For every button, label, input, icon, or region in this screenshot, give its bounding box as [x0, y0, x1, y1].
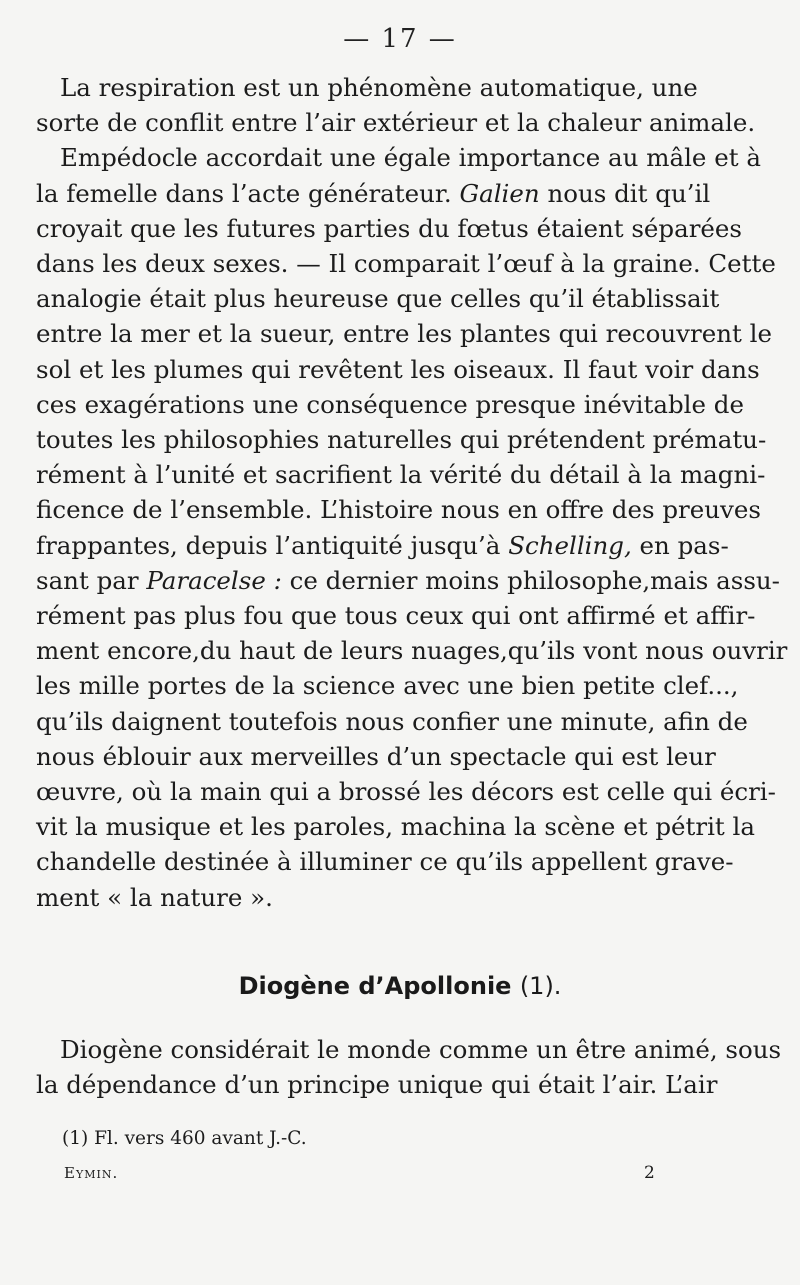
- body-text: [36, 70, 788, 915]
- text-segment: frappantes, depuis l’antiquité jusqu’à: [36, 530, 501, 560]
- text-line: rément pas plus fou que tous ceux qui ont affirmé et affir-: [36, 601, 756, 631]
- text-line: [36, 176, 711, 211]
- text-line: Diogène considérait le monde comme un être animé, sous: [60, 1035, 782, 1064]
- text-line: les mille portes de la science avec une bien petite clef...,: [36, 671, 739, 701]
- text-line: [36, 563, 780, 598]
- text-line: sol et les plumes qui revêtent les oiseaux. Il faut voir dans: [36, 354, 760, 384]
- text-line: la dépendance d’un principe unique qui était l’air. L’air: [36, 1070, 718, 1100]
- text-line: ficence de l’ensemble. L’histoire nous en offre des preuves: [36, 495, 761, 525]
- text-line: entre la mer et la sueur, entre les plantes qui recouvrent le: [36, 319, 772, 349]
- text-line: œuvre, où la main qui a brossé les décors est celle qui écri-: [36, 777, 776, 807]
- text-line: toutes les philosophies naturelles qui prétendent prématu-: [36, 425, 767, 455]
- body-text-continued: [36, 1032, 782, 1102]
- cited-name: Paracelse :: [146, 565, 282, 595]
- text-line: [36, 528, 729, 563]
- sheet-number: 2: [644, 1163, 655, 1183]
- section-heading: [0, 972, 800, 1000]
- section-title: Diogène d’Apollonie: [238, 972, 512, 1000]
- page-number: — 17 —: [343, 24, 457, 54]
- text-line: rément à l’unité et sacrifient la vérité du détail à la magni-: [36, 460, 766, 490]
- text-line: vit la musique et les paroles, machina la scène et pétrit la: [36, 812, 755, 842]
- footnote-reference: (1).: [519, 972, 562, 1000]
- text-line: analogie était plus heureuse que celles qu’il établissait: [36, 284, 720, 314]
- text-line: ment encore,du haut de leurs nuages,qu’ils vont nous ouvrir: [36, 636, 788, 666]
- text-line: croyait que les futures parties du fœtus étaient séparées: [36, 213, 743, 243]
- footnote: (1) Fl. vers 460 avant J.-C.: [62, 1128, 307, 1149]
- text-line: Empédocle accordait une égale importance au mâle et à: [60, 143, 761, 173]
- text-segment: en pas-: [639, 530, 729, 560]
- printer-signature: Eymin.: [64, 1164, 119, 1182]
- text-segment: ce dernier moins philosophe,mais assu-: [289, 565, 780, 595]
- text-line: dans les deux sexes. — Il comparait l’œuf à la graine. Cette: [36, 249, 776, 279]
- text-segment: nous dit qu’il: [547, 178, 711, 208]
- text-line: nous éblouir aux merveilles d’un spectacle qui est leur: [36, 741, 716, 771]
- cited-name: Schelling,: [508, 530, 632, 560]
- text-line: chandelle destinée à illuminer ce qu’ils appellent grave-: [36, 847, 734, 877]
- cited-name: Galien: [459, 178, 540, 208]
- text-line: ces exagérations une conséquence presque inévitable de: [36, 389, 744, 419]
- text-line: ment « la nature ».: [36, 882, 273, 912]
- text-line: La respiration est un phénomène automatique, une: [60, 73, 698, 102]
- text-segment: la femelle dans l’acte générateur.: [36, 178, 452, 208]
- text-line: qu’ils daignent toutefois nous confier une minute, afin de: [36, 706, 748, 736]
- text-segment: sant par: [36, 565, 139, 595]
- text-line: sorte de conflit entre l’air extérieur et la chaleur animale.: [36, 108, 756, 138]
